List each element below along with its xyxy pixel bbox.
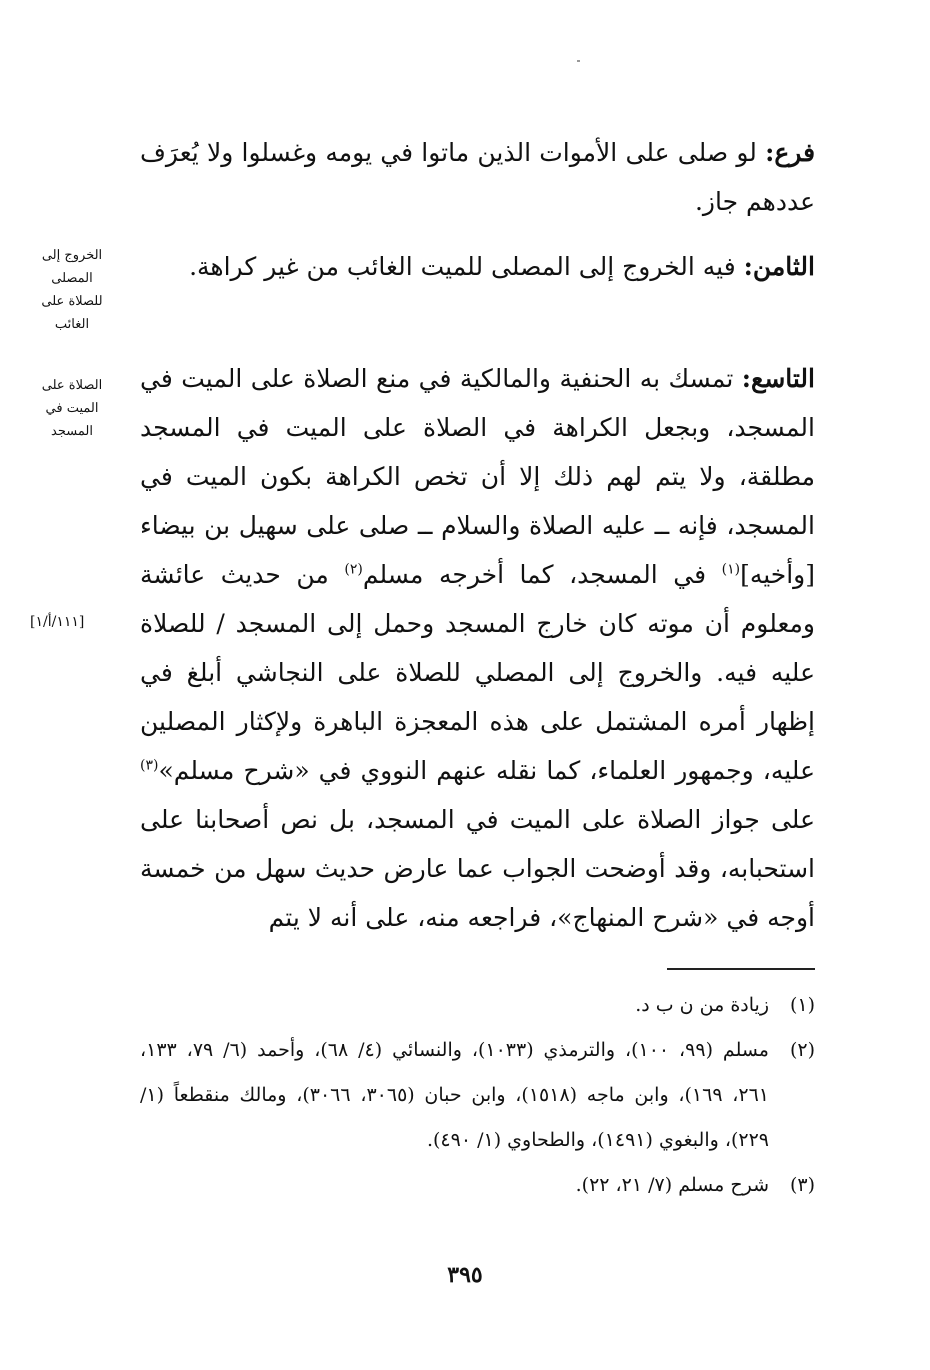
footnote-ref-2[interactable]: (٢) — [344, 561, 363, 578]
margin-note-khuruj — [22, 244, 122, 336]
footnote-number: (١) — [789, 994, 815, 1016]
footnote-ref-3[interactable]: (٣) — [140, 757, 159, 774]
margin-note-line: المصلى — [51, 271, 93, 286]
margin-note-salat — [22, 374, 122, 443]
footnote-2 — [140, 1028, 815, 1163]
margin-note-line: للصلاة على — [41, 294, 103, 309]
paragraph-text: في المسجد، كما أخرجه مسلم — [362, 560, 722, 589]
paragraph-tasi — [140, 354, 815, 942]
paragraph-text: من حديث عائشة ومعلوم أن موته كان خارج المسجد وحمل إلى المسجد / للصلاة عليه فيه. والخروج إلى المصلي للصلاة على النجاشي أبلغ في إظهار أمره المشتمل على هذه المعجزة الباهرة ولإكثار المصلين عليه، وجمهور العلماء، كما نقله عنهم النووي في «شرح مسلم» — [140, 560, 815, 785]
paragraph-label: فرع: — [765, 138, 816, 167]
paragraph-thamin — [140, 242, 815, 291]
paragraph-text: لو صلى على الأموات الذين ماتوا في يومه وغسلوا ولا يُعرَف عددهم جاز. — [140, 138, 815, 216]
manuscript-folio-mark: [١١١/أ/١] — [30, 614, 85, 630]
footnote-divider — [667, 968, 815, 970]
paragraph-text: فيه الخروج إلى المصلى للميت الغائب من غير كراهة. — [189, 252, 736, 281]
footnotes — [140, 983, 815, 1208]
footnote-text: زيادة من ن ب د. — [635, 994, 769, 1016]
paragraph-label: الثامن: — [743, 252, 815, 281]
margin-note-line: الخروج إلى — [41, 248, 103, 263]
footnote-text: شرح مسلم (٧/ ٢١، ٢٢). — [575, 1174, 769, 1196]
footnote-text: مسلم (٩٩، ١٠٠)، والترمذي (١٠٣٣)، والنسائي (٤/ ٦٨)، وأحمد (٦/ ٧٩، ١٣٣، ٢٦١، ١٦٩)، وابن ماجه (١٥١٨)، وابن حبان (٣٠٦٥، ٣٠٦٦)، ومالك منقطعاً (١/ ٢٢٩)، والبغوي (١٤٩١)، والطحاوي (١/ ٤٩٠). — [140, 1039, 770, 1151]
margin-note-line: الميت في — [45, 401, 99, 416]
footnote-ref-1[interactable]: (١) — [721, 561, 741, 578]
page-number: ٣٩٥ — [447, 1262, 483, 1288]
paragraph-text: على جواز الصلاة على الميت في المسجد، بل نص أصحابنا على استحبابه، وقد أوضحت الجواب عما عارض حديث سهل من خمسة أوجه في «شرح المنهاج»، فراجعه منه، على أنه لا يتم — [140, 805, 815, 932]
paragraph-far — [140, 128, 815, 226]
footnote-3 — [140, 1163, 815, 1208]
paragraph-label: التاسع: — [741, 364, 815, 393]
footnote-number: (٣) — [789, 1174, 815, 1196]
margin-note-line: الغائب — [54, 317, 90, 332]
margin-note-line: الصلاة على — [41, 378, 103, 393]
footnote-number: (٢) — [789, 1039, 815, 1061]
footnote-1 — [140, 983, 815, 1028]
margin-note-line: المسجد — [51, 424, 93, 439]
paragraph-text: تمسك به الحنفية والمالكية في منع الصلاة على الميت في المسجد، وبجعل الكراهة في الصلاة على الميت في المسجد مطلقة، ولا يتم لهم ذلك إلا أن تخص الكراهة بكون الميت في المسجد، فإنه ــ عليه الصلاة والسلام ــ صلى على سهيل بن بيضاء [وأخيه] — [140, 364, 815, 589]
speck-mark — [577, 60, 580, 62]
